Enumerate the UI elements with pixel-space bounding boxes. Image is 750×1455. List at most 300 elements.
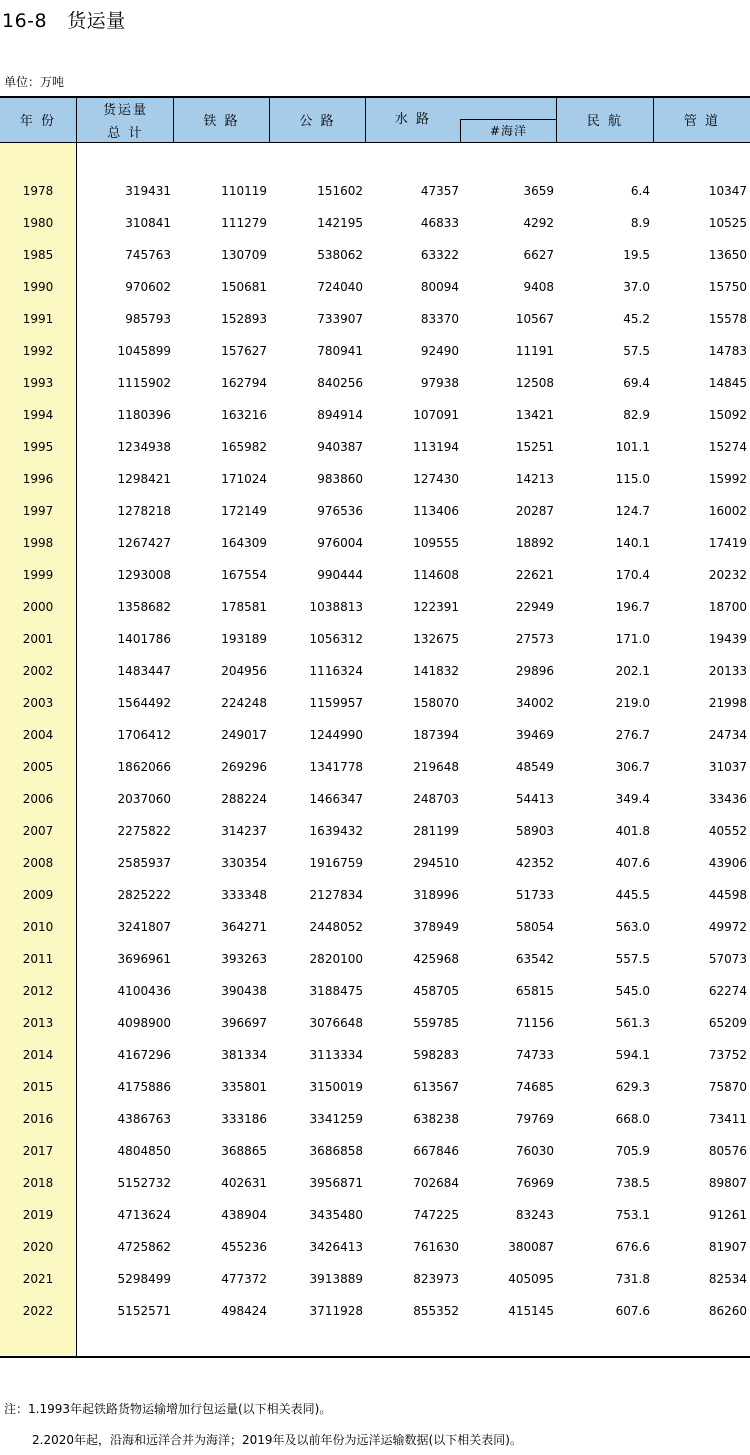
cell-year: 2002: [22, 664, 54, 678]
cell-ocean: 71156: [515, 1016, 554, 1030]
cell-year: 1998: [22, 536, 54, 550]
cell-road: 1116324: [309, 664, 363, 678]
cell-rail: 477372: [221, 1272, 267, 1286]
cell-ocean: 13421: [515, 408, 554, 422]
cell-year: 1990: [22, 280, 54, 294]
cell-air: 545.0: [615, 984, 650, 998]
table-row: [0, 271, 750, 303]
table-row: [0, 175, 750, 207]
cell-water: 219648: [413, 760, 459, 774]
table-title-text: 货运量: [67, 10, 126, 32]
cell-year: 2000: [22, 600, 54, 614]
table-row: [0, 911, 750, 943]
note-2: 2.2020年起，沿海和远洋合并为海洋；2019年及以前年份为远洋运输数据(以下相关表同)。: [32, 1433, 522, 1447]
cell-pipeline: 14783: [708, 344, 747, 358]
table-row: [0, 367, 750, 399]
cell-ocean: 79769: [515, 1112, 554, 1126]
cell-total: 745763: [125, 248, 171, 262]
header-year: 年 份: [19, 114, 57, 129]
cell-pipeline: 20133: [708, 664, 747, 678]
cell-water: 761630: [413, 1240, 459, 1254]
cell-rail: 193189: [221, 632, 267, 646]
cell-year: 2018: [22, 1176, 54, 1190]
cell-ocean: 39469: [515, 728, 554, 742]
cell-air: 407.6: [615, 856, 650, 870]
cell-rail: 249017: [221, 728, 267, 742]
cell-road: 1341778: [309, 760, 363, 774]
cell-ocean: 54413: [515, 792, 554, 806]
header-ocean: #海洋: [489, 124, 528, 138]
table-row: [0, 495, 750, 527]
cell-year: 2004: [22, 728, 54, 742]
cell-air: 37.0: [623, 280, 650, 294]
cell-total: 1706412: [117, 728, 171, 742]
cell-total: 1278218: [117, 504, 171, 518]
table-row: [0, 335, 750, 367]
cell-water: 46833: [420, 216, 459, 230]
cell-water: 855352: [413, 1304, 459, 1318]
cell-water: 113194: [413, 440, 459, 454]
cell-road: 780941: [317, 344, 363, 358]
cell-pipeline: 49972: [708, 920, 747, 934]
cell-total: 4804850: [117, 1144, 171, 1158]
cell-total: 1298421: [117, 472, 171, 486]
cell-ocean: 9408: [523, 280, 554, 294]
cell-ocean: 76030: [515, 1144, 554, 1158]
cell-pipeline: 57073: [708, 952, 747, 966]
cell-water: 158070: [413, 696, 459, 710]
cell-total: 3696961: [117, 952, 171, 966]
table-row: [0, 687, 750, 719]
cell-total: 4100436: [117, 984, 171, 998]
cell-rail: 130709: [221, 248, 267, 262]
cell-air: 676.6: [615, 1240, 650, 1254]
cell-ocean: 74733: [515, 1048, 554, 1062]
cell-road: 1056312: [309, 632, 363, 646]
cell-rail: 110119: [221, 184, 267, 198]
cell-total: 2585937: [117, 856, 171, 870]
cell-year: 2006: [22, 792, 54, 806]
header-total-top: 货运量: [102, 102, 148, 118]
cell-rail: 163216: [221, 408, 267, 422]
cell-year: 1980: [22, 216, 54, 230]
cell-rail: 204956: [221, 664, 267, 678]
note-1: 注：1.1993年起铁路货物运输增加行包运量(以下相关表同)。: [4, 1402, 332, 1416]
cell-pipeline: 40552: [708, 824, 747, 838]
cell-air: 19.5: [623, 248, 650, 262]
cell-air: 629.3: [615, 1080, 650, 1094]
cell-ocean: 48549: [515, 760, 554, 774]
table-row: [0, 1167, 750, 1199]
cell-air: 57.5: [623, 344, 650, 358]
cell-ocean: 4292: [523, 216, 554, 230]
cell-ocean: 58903: [515, 824, 554, 838]
cell-road: 3711928: [309, 1304, 363, 1318]
cell-air: 306.7: [615, 760, 650, 774]
cell-total: 1483447: [117, 664, 171, 678]
cell-pipeline: 44598: [708, 888, 747, 902]
cell-road: 3956871: [309, 1176, 363, 1190]
cell-water: 613567: [413, 1080, 459, 1094]
cell-ocean: 380087: [508, 1240, 554, 1254]
cell-air: 196.7: [615, 600, 650, 614]
cell-pipeline: 15274: [708, 440, 747, 454]
cell-pipeline: 10525: [708, 216, 747, 230]
cell-total: 4098900: [117, 1016, 171, 1030]
cell-total: 1862066: [117, 760, 171, 774]
cell-road: 3686858: [309, 1144, 363, 1158]
cell-rail: 152893: [221, 312, 267, 326]
cell-rail: 364271: [221, 920, 267, 934]
cell-ocean: 15251: [515, 440, 554, 454]
cell-ocean: 14213: [515, 472, 554, 486]
cell-ocean: 405095: [508, 1272, 554, 1286]
cell-water: 559785: [413, 1016, 459, 1030]
cell-road: 3113334: [309, 1048, 363, 1062]
cell-water: 248703: [413, 792, 459, 806]
cell-pipeline: 14845: [708, 376, 747, 390]
cell-ocean: 83243: [515, 1208, 554, 1222]
cell-ocean: 20287: [515, 504, 554, 518]
table-row: [0, 1071, 750, 1103]
cell-air: 668.0: [615, 1112, 650, 1126]
cell-total: 985793: [125, 312, 171, 326]
cell-total: 1401786: [117, 632, 171, 646]
cell-air: 445.5: [615, 888, 650, 902]
cell-ocean: 29896: [515, 664, 554, 678]
cell-water: 747225: [413, 1208, 459, 1222]
cell-ocean: 58054: [515, 920, 554, 934]
cell-total: 1115902: [117, 376, 171, 390]
cell-rail: 333186: [221, 1112, 267, 1126]
cell-rail: 172149: [221, 504, 267, 518]
cell-water: 638238: [413, 1112, 459, 1126]
cell-pipeline: 62274: [708, 984, 747, 998]
cell-air: 607.6: [615, 1304, 650, 1318]
cell-year: 2010: [22, 920, 54, 934]
cell-road: 840256: [317, 376, 363, 390]
header-divider: [556, 97, 557, 142]
table-row: [0, 1007, 750, 1039]
cell-total: 4725862: [117, 1240, 171, 1254]
cell-road: 2448052: [309, 920, 363, 934]
cell-air: 557.5: [615, 952, 650, 966]
cell-year: 1993: [22, 376, 54, 390]
cell-road: 983860: [317, 472, 363, 486]
cell-ocean: 415145: [508, 1304, 554, 1318]
cell-rail: 111279: [221, 216, 267, 230]
table-row: [0, 1263, 750, 1295]
cell-rail: 167554: [221, 568, 267, 582]
table-row: [0, 1199, 750, 1231]
table-row: [0, 399, 750, 431]
cell-air: 276.7: [615, 728, 650, 742]
cell-pipeline: 65209: [708, 1016, 747, 1030]
cell-year: 1999: [22, 568, 54, 582]
cell-ocean: 22949: [515, 600, 554, 614]
cell-water: 667846: [413, 1144, 459, 1158]
cell-air: 563.0: [615, 920, 650, 934]
cell-year: 2016: [22, 1112, 54, 1126]
table-row: [0, 1135, 750, 1167]
cell-air: 124.7: [615, 504, 650, 518]
cell-rail: 330354: [221, 856, 267, 870]
cell-total: 5152732: [117, 1176, 171, 1190]
cell-ocean: 51733: [515, 888, 554, 902]
cell-air: 6.4: [630, 184, 650, 198]
cell-ocean: 10567: [515, 312, 554, 326]
cell-pipeline: 17419: [708, 536, 747, 550]
cell-air: 219.0: [615, 696, 650, 710]
cell-year: 2008: [22, 856, 54, 870]
cell-year: 1985: [22, 248, 54, 262]
cell-air: 69.4: [623, 376, 650, 390]
table-row: [0, 1103, 750, 1135]
table-row: [0, 527, 750, 559]
header-total-bottom: 总 计: [107, 125, 144, 141]
cell-road: 3913889: [309, 1272, 363, 1286]
cell-ocean: 42352: [515, 856, 554, 870]
cell-water: 83370: [420, 312, 459, 326]
cell-road: 151602: [317, 184, 363, 198]
cell-water: 141832: [413, 664, 459, 678]
header-water: 水 路: [394, 111, 432, 127]
cell-year: 2015: [22, 1080, 54, 1094]
cell-air: 202.1: [615, 664, 650, 678]
cell-rail: 178581: [221, 600, 267, 614]
table-header: [0, 97, 750, 142]
cell-road: 733907: [317, 312, 363, 326]
cell-air: 101.1: [615, 440, 650, 454]
table-row: [0, 1039, 750, 1071]
cell-pipeline: 24734: [708, 728, 747, 742]
cell-year: 2007: [22, 824, 54, 838]
cell-year: 1994: [22, 408, 54, 422]
cell-year: 1978: [22, 184, 54, 198]
cell-total: 970602: [125, 280, 171, 294]
cell-rail: 368865: [221, 1144, 267, 1158]
cell-year: 2003: [22, 696, 54, 710]
cell-air: 45.2: [623, 312, 650, 326]
header-divider: [365, 97, 366, 142]
cell-road: 1639432: [309, 824, 363, 838]
header-rail: 铁 路: [203, 114, 240, 129]
cell-year: 2020: [22, 1240, 54, 1254]
table-row: [0, 559, 750, 591]
table-number: 16-8: [2, 10, 48, 32]
table-row: [0, 751, 750, 783]
cell-pipeline: 73752: [708, 1048, 747, 1062]
cell-year: 2022: [22, 1304, 54, 1318]
cell-water: 47357: [420, 184, 459, 198]
cell-year: 1991: [22, 312, 54, 326]
cell-road: 1244990: [309, 728, 363, 742]
cell-road: 724040: [317, 280, 363, 294]
cell-year: 2013: [22, 1016, 54, 1030]
cell-ocean: 3659: [523, 184, 554, 198]
cell-rail: 498424: [221, 1304, 267, 1318]
cell-air: 170.4: [615, 568, 650, 582]
header-water-wrap: [366, 97, 460, 139]
cell-total: 3241807: [117, 920, 171, 934]
cell-rail: 438904: [221, 1208, 267, 1222]
cell-rail: 396697: [221, 1016, 267, 1030]
cell-rail: 402631: [221, 1176, 267, 1190]
table-row: [0, 655, 750, 687]
cell-air: 8.9: [630, 216, 650, 230]
cell-road: 3150019: [309, 1080, 363, 1094]
cell-water: 294510: [413, 856, 459, 870]
cell-rail: 455236: [221, 1240, 267, 1254]
cell-total: 4713624: [117, 1208, 171, 1222]
cell-pipeline: 81907: [708, 1240, 747, 1254]
cell-water: 109555: [413, 536, 459, 550]
table-row: [0, 815, 750, 847]
cell-pipeline: 18700: [708, 600, 747, 614]
cell-pipeline: 31037: [708, 760, 747, 774]
cell-total: 1234938: [117, 440, 171, 454]
table-row: [0, 975, 750, 1007]
cell-water: 107091: [413, 408, 459, 422]
cell-road: 1038813: [309, 600, 363, 614]
cell-road: 2820100: [309, 952, 363, 966]
cell-ocean: 34002: [515, 696, 554, 710]
cell-ocean: 6627: [523, 248, 554, 262]
cell-total: 4175886: [117, 1080, 171, 1094]
cell-rail: 165982: [221, 440, 267, 454]
cell-total: 1564492: [117, 696, 171, 710]
cell-pipeline: 91261: [708, 1208, 747, 1222]
cell-air: 594.1: [615, 1048, 650, 1062]
cell-rail: 164309: [221, 536, 267, 550]
cell-rail: 393263: [221, 952, 267, 966]
cell-total: 1180396: [117, 408, 171, 422]
cell-year: 2001: [22, 632, 54, 646]
cell-pipeline: 73411: [708, 1112, 747, 1126]
cell-road: 538062: [317, 248, 363, 262]
cell-water: 281199: [413, 824, 459, 838]
cell-water: 425968: [413, 952, 459, 966]
cell-rail: 157627: [221, 344, 267, 358]
cell-water: 97938: [420, 376, 459, 390]
table-row: [0, 623, 750, 655]
cell-rail: 381334: [221, 1048, 267, 1062]
cell-total: 1358682: [117, 600, 171, 614]
cell-rail: 288224: [221, 792, 267, 806]
cell-road: 976536: [317, 504, 363, 518]
cell-road: 990444: [317, 568, 363, 582]
table-row: [0, 239, 750, 271]
cell-ocean: 12508: [515, 376, 554, 390]
cell-pipeline: 15092: [708, 408, 747, 422]
cell-year: 1996: [22, 472, 54, 486]
cell-air: 705.9: [615, 1144, 650, 1158]
cell-road: 1916759: [309, 856, 363, 870]
cell-water: 823973: [413, 1272, 459, 1286]
ocean-sub-rule: [460, 119, 556, 120]
cell-air: 753.1: [615, 1208, 650, 1222]
cell-air: 140.1: [615, 536, 650, 550]
cell-road: 894914: [317, 408, 363, 422]
table-row: [0, 1231, 750, 1263]
cell-water: 113406: [413, 504, 459, 518]
cell-rail: 171024: [221, 472, 267, 486]
cell-pipeline: 15750: [708, 280, 747, 294]
header-pipeline: 管 道: [683, 114, 721, 129]
cell-road: 3426413: [309, 1240, 363, 1254]
cell-total: 310841: [125, 216, 171, 230]
header-divider: [653, 97, 654, 142]
cell-water: 458705: [413, 984, 459, 998]
top-rule: [0, 96, 750, 98]
table-row: [0, 719, 750, 751]
cell-rail: 390438: [221, 984, 267, 998]
cell-total: 2037060: [117, 792, 171, 806]
cell-road: 1466347: [309, 792, 363, 806]
cell-water: 114608: [413, 568, 459, 582]
cell-pipeline: 82534: [708, 1272, 747, 1286]
bottom-rule: [0, 1356, 750, 1358]
cell-total: 1045899: [117, 344, 171, 358]
cell-rail: 150681: [221, 280, 267, 294]
cell-total: 1267427: [117, 536, 171, 550]
table-row: [0, 847, 750, 879]
cell-pipeline: 15578: [708, 312, 747, 326]
cell-road: 142195: [317, 216, 363, 230]
table-row: [0, 303, 750, 335]
cell-ocean: 22621: [515, 568, 554, 582]
cell-rail: 269296: [221, 760, 267, 774]
table-title: [2, 6, 126, 33]
cell-ocean: 76969: [515, 1176, 554, 1190]
cell-air: 731.8: [615, 1272, 650, 1286]
cell-year: 2021: [22, 1272, 54, 1286]
cell-air: 401.8: [615, 824, 650, 838]
cell-year: 2014: [22, 1048, 54, 1062]
cell-water: 80094: [420, 280, 459, 294]
cell-pipeline: 10347: [708, 184, 747, 198]
cell-total: 2275822: [117, 824, 171, 838]
cell-pipeline: 86260: [708, 1304, 747, 1318]
header-road: 公 路: [299, 114, 336, 129]
cell-year: 2009: [22, 888, 54, 902]
cell-air: 561.3: [615, 1016, 650, 1030]
cell-pipeline: 19439: [708, 632, 747, 646]
cell-water: 187394: [413, 728, 459, 742]
cell-ocean: 27573: [515, 632, 554, 646]
table-row: [0, 207, 750, 239]
cell-water: 598283: [413, 1048, 459, 1062]
cell-road: 976004: [317, 536, 363, 550]
header-divider: [460, 119, 461, 142]
unit-label: 单位：万吨: [4, 75, 65, 89]
cell-road: 3435480: [309, 1208, 363, 1222]
cell-total: 319431: [125, 184, 171, 198]
table-row: [0, 431, 750, 463]
cell-year: 2019: [22, 1208, 54, 1222]
cell-year: 1997: [22, 504, 54, 518]
cell-year: 2017: [22, 1144, 54, 1158]
table-row: [0, 1295, 750, 1327]
cell-ocean: 18892: [515, 536, 554, 550]
header-air: 民 航: [586, 114, 624, 129]
cell-pipeline: 80576: [708, 1144, 747, 1158]
cell-year: 2012: [22, 984, 54, 998]
cell-pipeline: 43906: [708, 856, 747, 870]
cell-air: 738.5: [615, 1176, 650, 1190]
table-row: [0, 879, 750, 911]
cell-pipeline: 75870: [708, 1080, 747, 1094]
